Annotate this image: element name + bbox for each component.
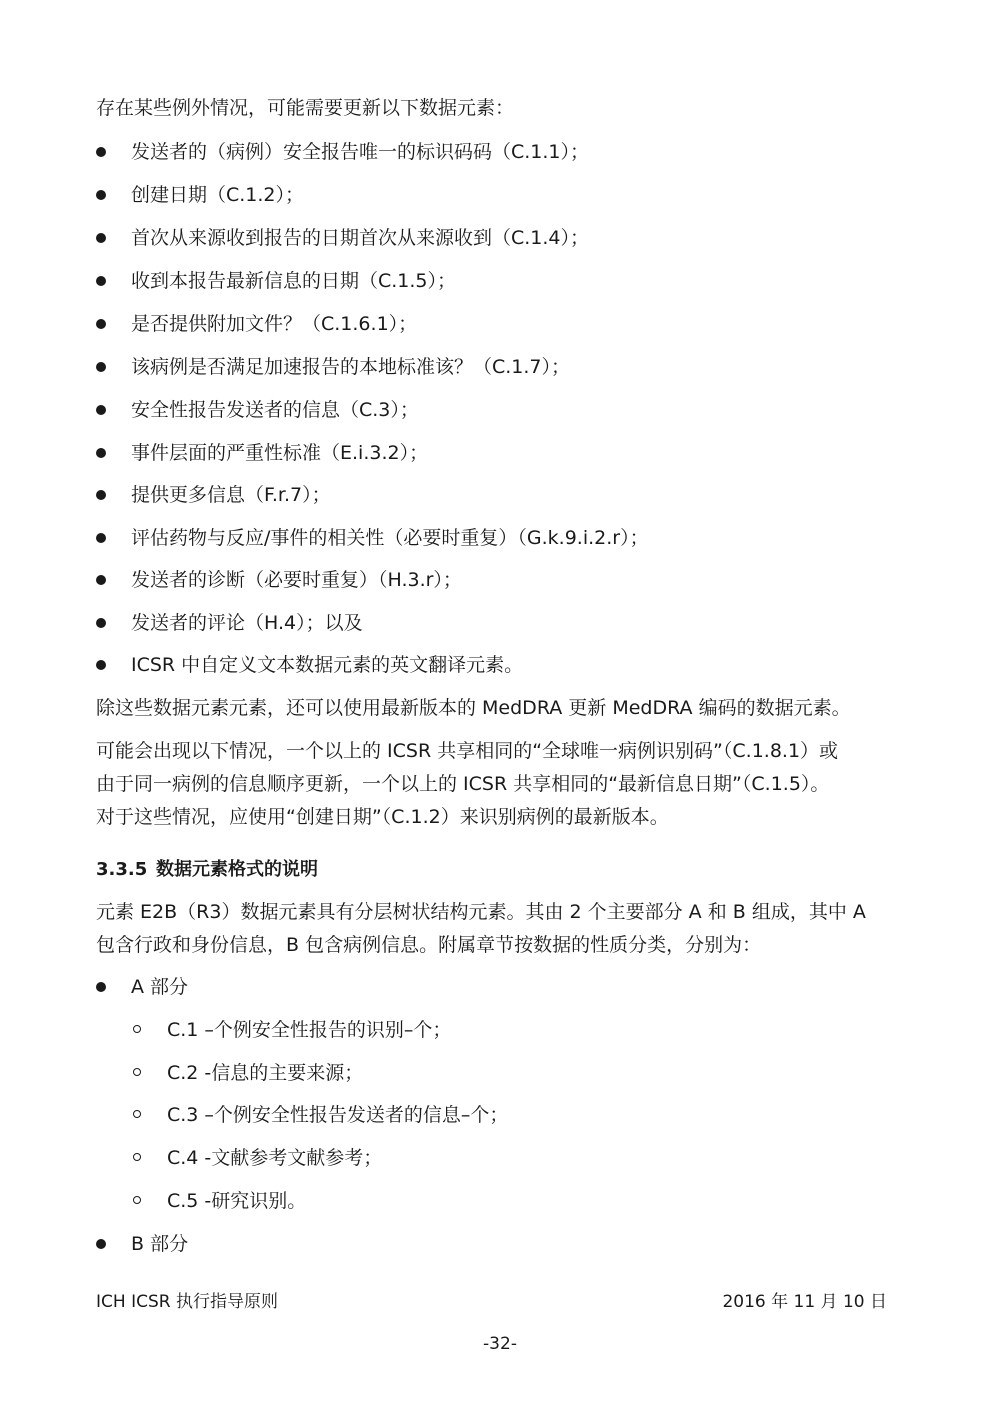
- bullet-icon: [96, 1239, 106, 1249]
- bullet-icon: [96, 147, 106, 157]
- bullet-icon: [96, 319, 106, 329]
- bullet-icon: [96, 982, 106, 992]
- hollow-bullet-icon: [133, 1025, 141, 1033]
- bullet-icon: [96, 575, 106, 585]
- page-number: -32-: [483, 1334, 517, 1354]
- bullet-icon: [96, 276, 106, 286]
- bullet-icon: [96, 190, 106, 200]
- bullet-icon: [96, 490, 106, 500]
- section-number: 3.3.5: [96, 859, 148, 880]
- hollow-bullet-icon: [133, 1196, 141, 1204]
- format-paragraph-line: 元素 E2B（R3）数据元素具有分层树状结构元素。其由 2 个主要部分 A 和 B 组成，其中 A: [96, 901, 866, 923]
- hollow-bullet-icon: [133, 1153, 141, 1161]
- hollow-bullet-icon: [133, 1110, 141, 1118]
- footer-document-title: ICH ICSR 执行指导原则: [96, 1292, 278, 1312]
- section-heading: [96, 857, 318, 883]
- footer-date: 2016 年 11 月 10 日: [722, 1292, 887, 1312]
- situations-paragraph-line: 对于这些情况，应使用“创建日期”（C.1.2）来识别病例的最新版本。: [96, 806, 669, 828]
- document-page: 存在某些例外情况，可能需要更新以下数据元素： 发送者的（病例）安全报告唯一的标识码码（C.1.1）； 创建日期（C.1.2）； 首次从来源收到报告的日期首次从来源收到（C.1.4）； 收到本报告最新信息的日期（C.1.5）； 是否提供附加文件？（C.1.6.1）； 该病例是否满足加速报告的本地标准该？（C.1.7）； 安全性报告发送者的信息（C.3）； 事件层面的严重性标准（E.i.3.2）； 提供更多信息（F.r.7）； 评估药物与反应/事件的相关性（必要时重复）（G.k.9.i.2.r）； 发送者的诊断（必要时重复）（H.3.r）； 发送者的评论（H.4）；以及 ICSR 中自定义文本数据元素的英文翻译元素。 除这些数据元素元素，还可以使用最新版本的 MedDRA 更新 MedDRA 编码的数据元素。 可能会出现以下情况，一个以上的 ICSR 共享相同的“全球唯一病例识别码”（C.1.8.1）或 由于同一病例的信息顺序更新，一个以上的 ICSR 共享相同的“最新信息日期”（C.1.5）。 对于这些情况，应使用“创建日期”（C.1.2）来识别病例的最新版本。 3.3.5 数据元素格式的说明 元素 E2B（R3）数据元素具有分层树状结构元素。其由 2 个主要部分 A 和 B 组成，其中 A 包含行政和身份信息，B 包含病例信息。附属章节按数据的性质分类，分别为： A 部分 C.1 –个例安全性报告的识别–个； C.2 -信息的主要来源； C.3 –个例安全性报告发送者的信息–个； C.4 -文献参考文献参考； C.5 -研究识别。 B 部分 ICH ICSR 执行指导原则 2016 年 11 月 10 日 -32-: [0, 0, 1000, 1414]
- bullet-icon: [96, 618, 106, 628]
- bullet-icon: [96, 660, 106, 670]
- bullet-icon: [96, 405, 106, 415]
- situations-paragraph-line: 可能会出现以下情况，一个以上的 ICSR 共享相同的“全球唯一病例识别码”（C.1.8.1）或: [96, 740, 839, 762]
- intro-paragraph: 存在某些例外情况，可能需要更新以下数据元素：: [96, 97, 515, 119]
- section-title: 数据元素格式的说明: [156, 859, 318, 880]
- situations-paragraph-line: 由于同一病例的信息顺序更新，一个以上的 ICSR 共享相同的“最新信息日期”（C.1.5）。: [96, 773, 830, 795]
- meddra-paragraph: 除这些数据元素元素，还可以使用最新版本的 MedDRA 更新 MedDRA 编码的数据元素。: [96, 697, 851, 719]
- bullet-icon: [96, 533, 106, 543]
- bullet-icon: [96, 362, 106, 372]
- bullet-icon: [96, 448, 106, 458]
- bullet-icon: [96, 233, 106, 243]
- format-paragraph-line: 包含行政和身份信息，B 包含病例信息。附属章节按数据的性质分类，分别为：: [96, 934, 762, 956]
- hollow-bullet-icon: [133, 1068, 141, 1076]
